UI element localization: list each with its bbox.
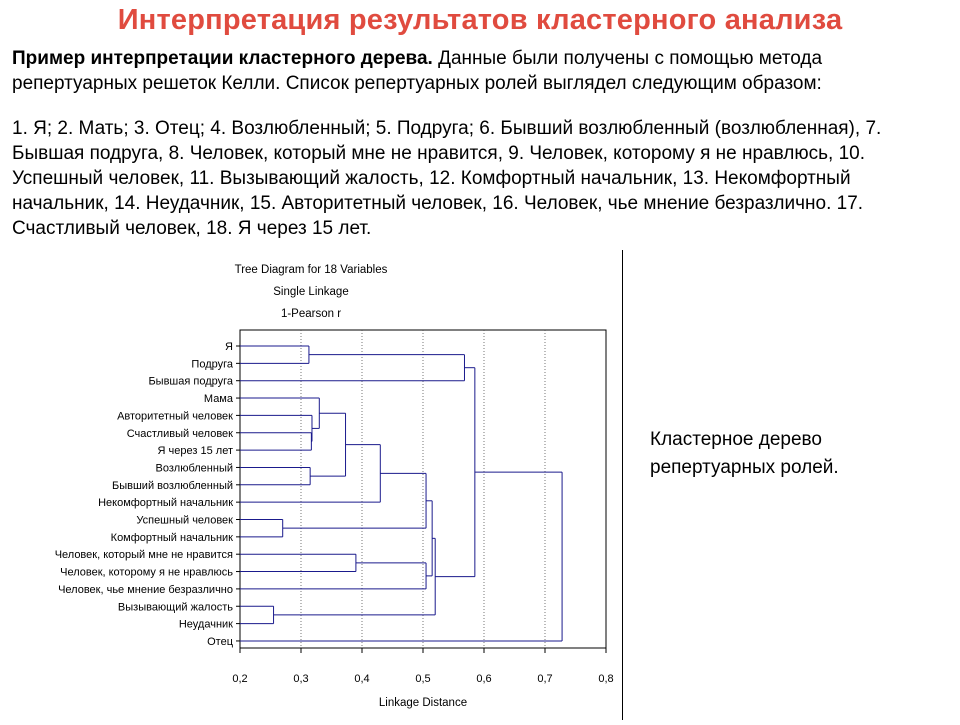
leaf-label: Я через 15 лет xyxy=(157,445,233,458)
x-tick-label: 0,7 xyxy=(537,673,553,685)
chart-caption: Кластерное дерево репертуарных ролей. xyxy=(650,429,839,478)
slide-title: Интерпретация результатов кластерного анализа xyxy=(117,4,843,36)
leaf-label: Неудачник xyxy=(178,618,233,631)
x-tick-label: 0,4 xyxy=(354,673,370,685)
x-tick-label: 0,6 xyxy=(476,673,492,685)
leaf-label: Отец xyxy=(207,635,233,648)
dendrogram-panel xyxy=(0,250,622,720)
x-axis-label: Linkage Distance xyxy=(378,697,468,709)
leaf-label: Успешный человек xyxy=(136,514,233,527)
leaf-label: Человек, который мне не нравится xyxy=(54,549,233,562)
leaf-label: Авторитетный человек xyxy=(117,410,233,423)
intro-text: Данные были получены с помощью метода репертуарных решеток Келли. Список репертуарных ролей выглядел следующим образом: xyxy=(12,48,823,94)
leaf-label: Комфортный начальник xyxy=(110,531,233,544)
intro-bold-text: Пример интерпретации кластерного дерева. xyxy=(12,48,433,69)
roles-list-paragraph: 1. Я; 2. Мать; 3. Отец; 4. Возлюбленный; 5. Подруга; 6. Бывший возлюбленный (возлюбленная), 7. Бывшая подруга, 8. Человек, который мне не нравится, 9. Человек, которому я не нравлюсь, 10. Успешный человек, 11. Вызывающий жалость, 12. Комфортный начальник, 13. Некомфортный начальник, 14. Неудачник, 15. Авторитетный человек, 16. Человек, чье мнение безразлично. 17. Счастливый человек, 18. Я через 15 лет. xyxy=(12,118,882,239)
leaf-label: Мама xyxy=(203,393,233,406)
leaf-label: Бывший возлюбленный xyxy=(112,479,233,492)
leaf-label: Некомфортный начальник xyxy=(98,497,233,510)
dendrogram-chart xyxy=(0,250,622,720)
panel-divider xyxy=(622,250,623,720)
chart-subtitle-linkage: Single Linkage xyxy=(273,286,349,298)
leaf-label: Я xyxy=(225,341,233,353)
leaf-label: Человек, чье мнение безразлично xyxy=(58,583,233,596)
leaf-label: Бывшая подруга xyxy=(148,375,233,388)
chart-title: Tree Diagram for 18 Variables xyxy=(234,264,388,276)
leaf-label: Подруга xyxy=(191,358,233,371)
x-tick-label: 0,3 xyxy=(293,673,309,685)
leaf-label: Человек, которому я не нравлюсь xyxy=(60,566,233,579)
leaf-label: Возлюбленный xyxy=(155,462,233,475)
intro-paragraph xyxy=(12,46,952,96)
x-tick-label: 0,5 xyxy=(415,673,431,685)
leaf-label: Счастливый человек xyxy=(126,427,233,440)
x-tick-label: 0,2 xyxy=(232,673,248,685)
leaf-label: Вызывающий жалость xyxy=(117,601,233,614)
chart-subtitle-metric: 1-Pearson r xyxy=(280,308,342,320)
x-tick-label: 0,8 xyxy=(598,673,614,685)
